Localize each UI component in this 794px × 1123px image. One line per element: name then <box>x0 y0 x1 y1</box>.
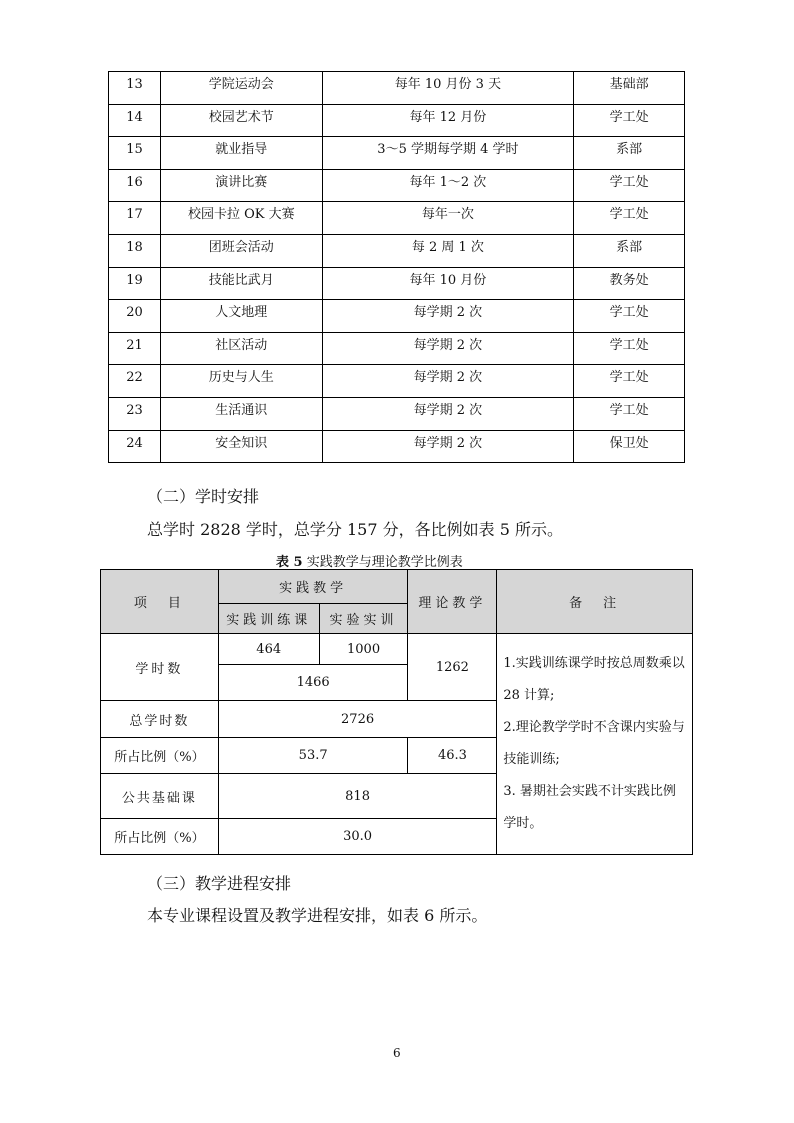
activity-name: 技能比武月 <box>160 267 322 300</box>
table-row <box>109 72 685 105</box>
activity-dept: 学工处 <box>574 300 685 333</box>
header-theory: 理论教学 <box>408 570 497 634</box>
row-number: 13 <box>109 72 161 105</box>
public-label: 公共基础课 <box>101 774 219 819</box>
table5-caption <box>276 551 463 570</box>
activity-dept: 学工处 <box>574 397 685 430</box>
table-row <box>109 300 685 333</box>
activity-time: 每学期 2 次 <box>322 365 574 398</box>
activity-dept: 系部 <box>574 234 685 267</box>
table5-caption-label: 表 5 <box>276 555 303 570</box>
remark-1: 1.实践训练课学时按总周数乘以 28 计算; <box>503 656 685 703</box>
header-item: 项 目 <box>101 570 219 634</box>
table-row <box>109 104 685 137</box>
activity-dept: 保卫处 <box>574 430 685 463</box>
section-heading-hours: （二）学时安排 <box>147 487 260 506</box>
activity-name: 校园艺术节 <box>160 104 322 137</box>
row-number: 16 <box>109 169 161 202</box>
activity-dept: 学工处 <box>574 202 685 235</box>
activity-time: 每年 10 月份 3 天 <box>322 72 574 105</box>
remarks-cell <box>497 634 693 855</box>
activity-time: 3～5 学期每学期 4 学时 <box>322 137 574 170</box>
section-heading-schedule: （三）教学进程安排 <box>147 874 292 893</box>
activity-time: 每学期 2 次 <box>322 397 574 430</box>
table5-caption-title: 实践教学与理论教学比例表 <box>306 555 463 570</box>
section-text-schedule: 本专业课程设置及教学进程安排，如表 6 所示。 <box>147 906 488 925</box>
row-number: 14 <box>109 104 161 137</box>
activity-name: 历史与人生 <box>160 365 322 398</box>
ratio-label: 所占比例（%） <box>101 738 219 774</box>
activity-time: 每学期 2 次 <box>322 300 574 333</box>
row-number: 23 <box>109 397 161 430</box>
table-row <box>109 430 685 463</box>
total-label: 总学时数 <box>101 701 219 738</box>
activity-time: 每年 1～2 次 <box>322 169 574 202</box>
public-ratio-label: 所占比例（%） <box>101 819 219 855</box>
table-row <box>109 365 685 398</box>
activity-time: 每学期 2 次 <box>322 430 574 463</box>
page-number: 6 <box>393 1046 401 1060</box>
row-number: 19 <box>109 267 161 300</box>
activity-name: 学院运动会 <box>160 72 322 105</box>
row-number: 20 <box>109 300 161 333</box>
public-ratio: 30.0 <box>218 819 497 855</box>
activity-name: 安全知识 <box>160 430 322 463</box>
hours-label: 学时数 <box>101 634 219 701</box>
activity-dept: 教务处 <box>574 267 685 300</box>
row-number: 18 <box>109 234 161 267</box>
activity-time: 每年 10 月份 <box>322 267 574 300</box>
section-text-hours: 总学时 2828 学时，总学分 157 分，各比例如表 5 所示。 <box>147 520 563 539</box>
activity-dept: 学工处 <box>574 104 685 137</box>
total-value: 2726 <box>218 701 497 738</box>
activity-time: 每年一次 <box>322 202 574 235</box>
theory-hours: 1262 <box>408 634 497 701</box>
row-number: 21 <box>109 332 161 365</box>
activity-name: 校园卡拉 OK 大赛 <box>160 202 322 235</box>
row-number: 24 <box>109 430 161 463</box>
activity-dept: 基础部 <box>574 72 685 105</box>
theory-ratio: 46.3 <box>408 738 497 774</box>
table-row <box>109 202 685 235</box>
header-practice: 实践教学 <box>218 570 408 604</box>
row-number: 15 <box>109 137 161 170</box>
table-row <box>109 234 685 267</box>
activity-dept: 系部 <box>574 137 685 170</box>
practice-ratio: 53.7 <box>218 738 408 774</box>
remark-2: 2.理论教学学时不含课内实验与技能训练; <box>503 720 685 767</box>
practice-sum: 1466 <box>218 665 408 701</box>
header-practice-training: 实践训练课 <box>218 604 319 634</box>
activity-table-body <box>109 72 685 463</box>
activity-dept: 学工处 <box>574 365 685 398</box>
row-number: 17 <box>109 202 161 235</box>
activity-time: 每学期 2 次 <box>322 332 574 365</box>
table-row <box>109 332 685 365</box>
activity-name: 社区活动 <box>160 332 322 365</box>
row-number: 22 <box>109 365 161 398</box>
activity-name: 就业指导 <box>160 137 322 170</box>
experiment-hours: 1000 <box>319 634 408 665</box>
practice-training-hours: 464 <box>218 634 319 665</box>
activity-time: 每年 12 月份 <box>322 104 574 137</box>
public-value: 818 <box>218 774 497 819</box>
activity-name: 生活通识 <box>160 397 322 430</box>
remark-3: 3. 暑期社会实践不计实践比例学时。 <box>503 784 676 831</box>
table-row <box>109 397 685 430</box>
table-row <box>109 169 685 202</box>
activity-table <box>108 71 685 463</box>
activity-dept: 学工处 <box>574 332 685 365</box>
activity-name: 团班会活动 <box>160 234 322 267</box>
activity-time: 每 2 周 1 次 <box>322 234 574 267</box>
activity-dept: 学工处 <box>574 169 685 202</box>
table-row <box>109 267 685 300</box>
table-row <box>109 137 685 170</box>
activity-name: 演讲比赛 <box>160 169 322 202</box>
activity-name: 人文地理 <box>160 300 322 333</box>
ratio-table <box>100 569 693 855</box>
header-remark: 备 注 <box>497 570 693 634</box>
header-experiment: 实验实训 <box>319 604 408 634</box>
